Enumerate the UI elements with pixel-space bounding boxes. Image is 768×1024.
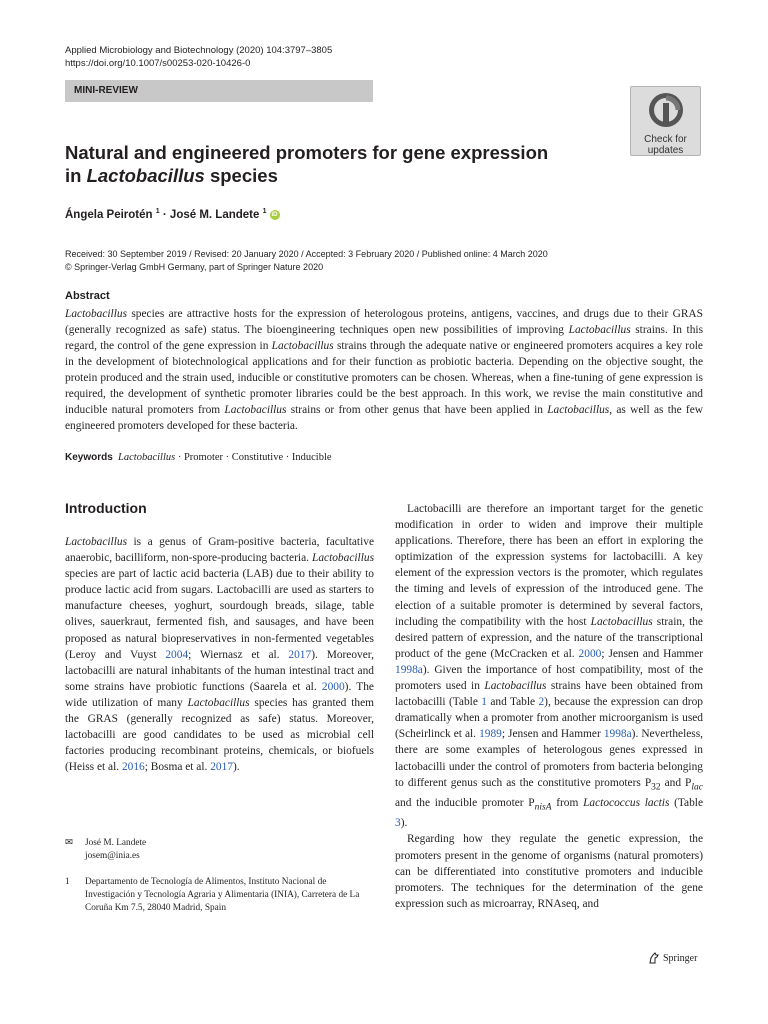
- right-column: [395, 501, 703, 912]
- affiliation: [65, 876, 374, 915]
- article-title: [65, 141, 585, 187]
- affiliation-text: Departamento de Tecnología de Alimentos, Instituto Nacional de Investigación y Tecnología Agraria y Alimentaria (INIA), Carretera de La Coruña Km 7.5, 28040 Madrid, Spain: [85, 877, 360, 913]
- citation-link[interactable]: 1998a: [603, 728, 632, 741]
- contact-name: José M. Landete: [85, 838, 147, 848]
- title-line-2: in Lactobacillus species: [65, 165, 278, 186]
- citation-link[interactable]: 2000: [321, 680, 345, 693]
- mail-icon: ✉: [65, 838, 73, 848]
- doi-link[interactable]: https://doi.org/10.1007/s00253-020-10426-0: [65, 58, 251, 69]
- citation-link[interactable]: 2017: [210, 761, 233, 774]
- author-1[interactable]: Ángela Peirotén: [65, 208, 153, 221]
- affiliation-mark: 1: [65, 877, 70, 887]
- keywords: Keywords Lactobacillus · Promoter · Constitutive · Inducible: [65, 452, 332, 463]
- citation-link[interactable]: 1998a: [395, 663, 423, 676]
- publication-dates: [65, 248, 548, 274]
- copyright-line: © Springer-Verlag GmbH Germany, part of Springer Nature 2020: [65, 262, 324, 272]
- dates-line: Received: 30 September 2019 / Revised: 20 January 2020 / Accepted: 3 February 2020 / Published online: 4 March 2020: [65, 249, 548, 259]
- abstract-text: Lactobacillus species are attractive hosts for the expression of heterologous proteins, antigens, vaccines, and drugs due to their GRAS (generally recognized as safe) status. The bioengineering techniques open new possibilities of improving Lactobacillus strains. In this regard, the control of the gene expression in Lactobacillus strains through the adequate native or engineered promoters acquires a key role in the development of biotechnological applications and for their function as probiotic bacteria. Depending on the objective sought, the protein produced and the strain used, inducible or constitutive promoters can be chosen. Whereas, when a fine-tuning of gene expression is required, the development of synthetic promoter libraries could be the best approach. In this work, we revise the main constitutive and inducible natural promoters from Lactobacillus strains or from other genus that have been applied in Lactobacillus, as well as the few engineered promoters developed for these bacteria.: [65, 308, 704, 432]
- springer-horse-icon: [648, 952, 660, 964]
- citation-link[interactable]: 2004: [165, 648, 189, 661]
- citation-link[interactable]: 2000: [578, 647, 602, 660]
- footnotes: [65, 837, 374, 915]
- contact-email[interactable]: josem@inia.es: [85, 851, 140, 861]
- keywords-label: Keywords: [65, 452, 113, 463]
- orcid-icon[interactable]: iD: [271, 211, 278, 218]
- author-list: Ángela Peirotén $^1$ · José M. Landete $^1$ iD: [65, 208, 278, 221]
- table-link[interactable]: 2: [538, 696, 545, 709]
- corresponding-author: [65, 837, 374, 863]
- abstract-heading: Abstract: [65, 290, 110, 302]
- publisher-logo: [648, 952, 697, 964]
- intro-paragraph-1: Lactobacillus is a genus of Gram-positive bacteria, facultative anaerobic, bacilliform, non-spore-producing bacteria. Lactobacillus species are part of lactic acid bacteria (LAB) due to their ability to produce lactic acid from sugars. Lactobacilli are used as starters to manufacture cheeses, yoghurt, sourdough breads, silage, table olives, sauerkraut, fermented fish, and sausages, and have been proposed as natural biopreservatives in non-fermented vegetables (Leroy and Vuyst 2004; Wiernasz et al. 2017). Moreover, lactobacilli are natural inhabitants of the human intestinal tract and some strains have probiotic functions (Saarela et al. 2000). The wide utilization of many Lactobacillus species has granted them the GRAS (generally recognized as safe) status. Moreover, lactobacilli are good candidates to be used as microbial cell factories producing recombinant proteins, chemicals, or biofuels (Heiss et al. 2016; Bosma et al. 2017).: [65, 536, 374, 774]
- title-line-1: Natural and engineered promoters for gene expression: [65, 142, 549, 163]
- author-2[interactable]: José M. Landete: [169, 208, 260, 221]
- check-for-updates-badge[interactable]: [630, 86, 701, 156]
- check-label-1: Check for: [644, 134, 687, 145]
- check-updates-icon: [647, 91, 685, 129]
- col2-paragraph-2: Regarding how they regulate the genetic expression, the promoters present in the genome of organisms (natural promoters) can be differentiated into constitutive promoters and inducible promoters. The techniques for the determination of the gene expression such as microarray, RNAseq, and: [395, 833, 703, 910]
- section-banner: MINI-REVIEW: [65, 80, 373, 102]
- table-link[interactable]: 3: [395, 817, 401, 830]
- citation-link[interactable]: 1989: [479, 728, 502, 741]
- introduction-heading: Introduction: [65, 500, 147, 516]
- journal-citation: Applied Microbiology and Biotechnology (2020) 104:3797–3805: [65, 45, 333, 56]
- journal-header: [65, 44, 332, 70]
- check-label-2: updates: [647, 145, 684, 156]
- publisher-name: Springer: [663, 952, 698, 964]
- col2-paragraph-1: Lactobacilli are therefore an important target for the genetic modification in order to widen and improve their multiple applications. Therefore, there has been an effort in exploring the optimization of the expression systems for lactobacilli. A key element of the expression vectors is the promoter, which regulates the timing and levels of expression of the introduced gene. The election of a suitable promoter is determined by several factors, including the compatibility with the host Lactobacillus strain, the desired pattern of expression, and the nature of the transcriptional product of the gene (McCracken et al. 2000; Jensen and Hammer 1998a). Given the importance of host compatibility, most of the promoters used in Lactobacillus strains have been obtained from lactobacilli (Table 1 and Table 2), because the expression can drop dramatically when a promoter from another microorganism is used (Scheirlinck et al. 1989; Jensen and Hammer 1998a). Nevertheless, there are some examples of heterologous genes expressed in lactobacilli under the control of promoters from bacteria belonging to different genus such as the constitutive promoters $P_{32}$ and $P_{lac}$ and the inducible promoter $P_{nisA}$ from Lactococcus lactis (Table 3).: [395, 503, 704, 830]
- citation-link[interactable]: 2016: [121, 761, 145, 774]
- citation-link[interactable]: 2017: [288, 648, 312, 661]
- table-link[interactable]: 1: [481, 696, 487, 709]
